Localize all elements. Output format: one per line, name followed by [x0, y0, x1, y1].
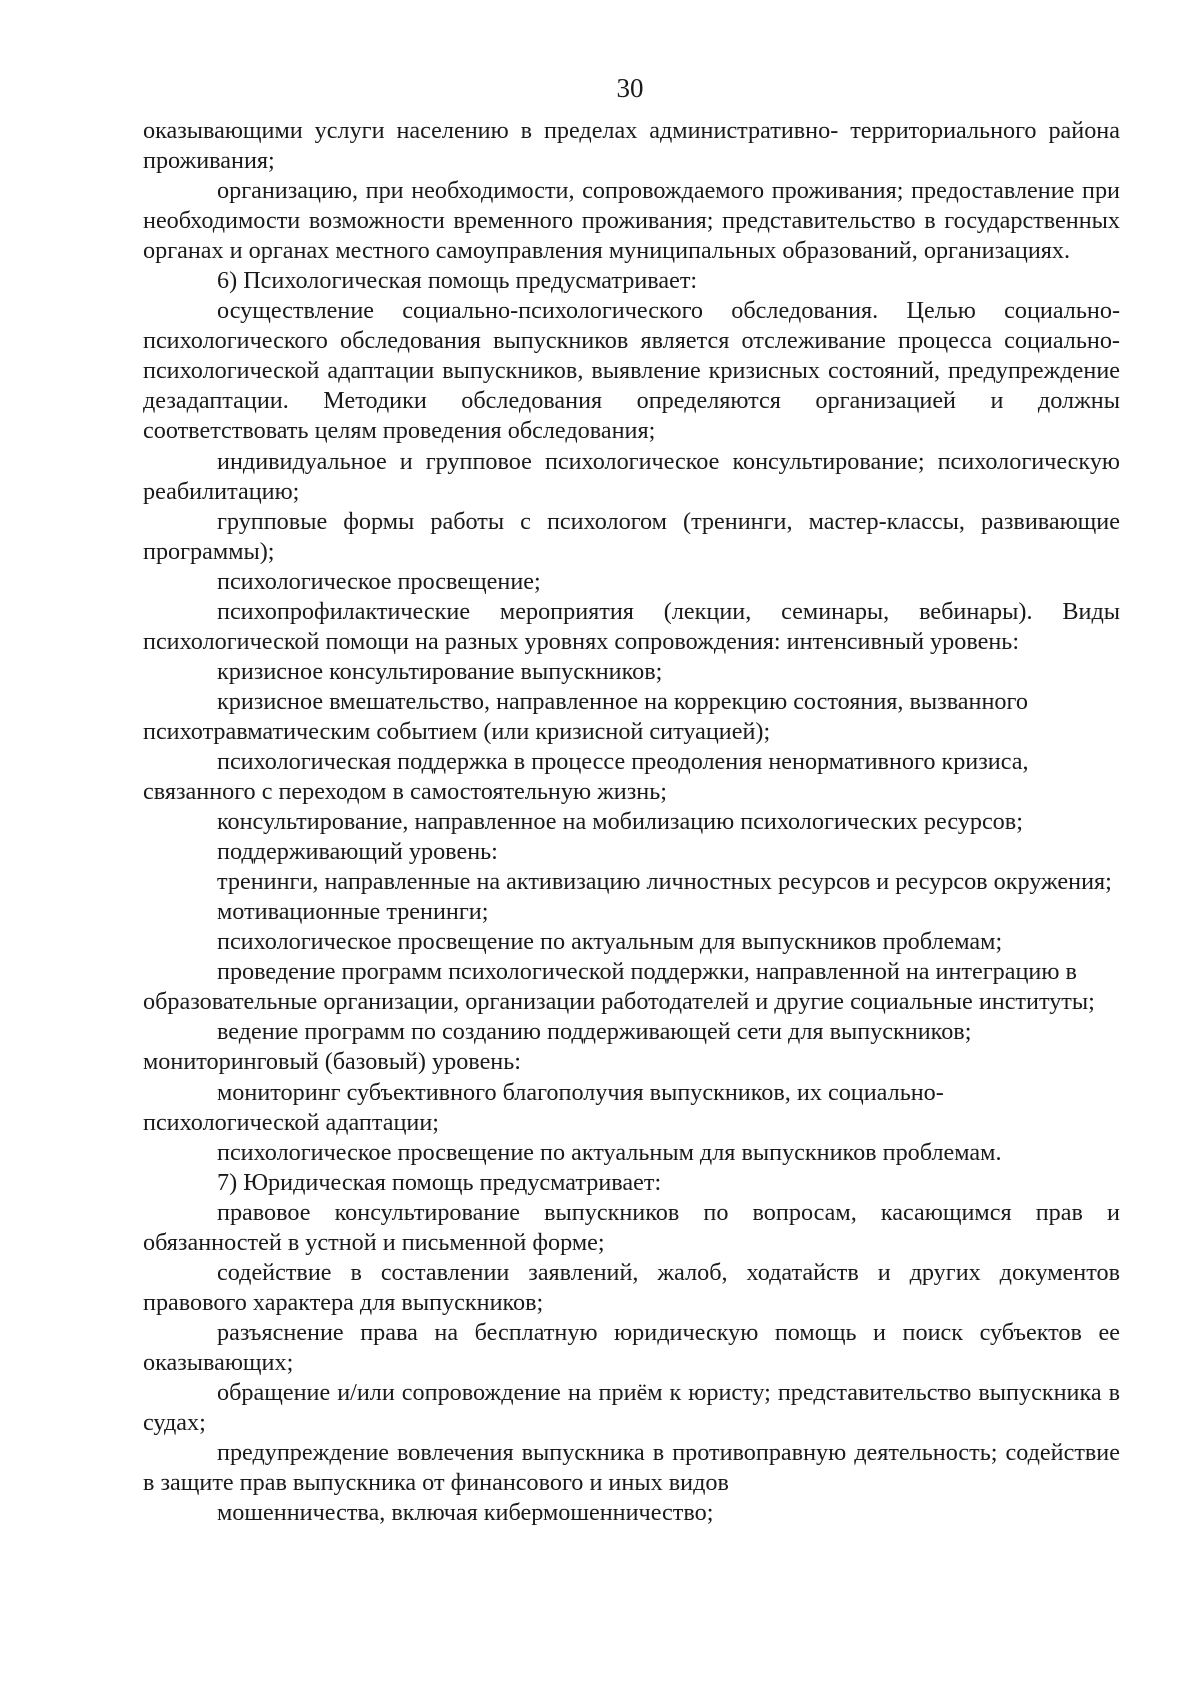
paragraph: индивидуальное и групповое психологическое консультирование; психологическую реабилитацию;	[143, 447, 1120, 505]
paragraph: психологическая поддержка в процессе преодоления ненормативного кризиса, связанного с переходом в самостоятельную жизнь;	[143, 747, 1029, 806]
paragraph: кризисное вмешательство, направленное на коррекцию состояния, вызванного психотравматическим событием (или кризисной ситуацией);	[143, 687, 1028, 745]
paragraph: поддерживающий уровень:	[217, 838, 498, 866]
paragraph: содействие в составлении заявлений, жалоб, ходатайств и других документов правового характера для выпускников;	[143, 1258, 1120, 1316]
paragraph: 6) Психологическая помощь предусматривает:	[217, 267, 698, 295]
paragraph: осуществление социально-психологического обследования. Целью социально-психологического обследования выпускников является отслеживание процесса социально-психологической адаптации выпускников, выявление кризисных состояний, предупреждение дезадаптации. Методики обследования определяются организацией и должны соответствовать целям проведения обследования;	[143, 297, 1120, 445]
paragraph: групповые формы работы с психологом (тренинги, мастер-классы, развивающие программы);	[143, 507, 1120, 565]
paragraph: обращение и/или сопровождение на приём к юристу; представительство выпускника в судах;	[143, 1378, 1120, 1437]
paragraph: консультирование, направленное на мобилизацию психологических ресурсов;	[217, 808, 1023, 836]
paragraph: психологическое просвещение по актуальным для выпускников проблемам.	[217, 1138, 1002, 1166]
paragraph: оказывающими услуги населению в пределах административно- территориального района проживания;	[143, 117, 1120, 175]
paragraph: мониторинговый (базовый) уровень:	[143, 1048, 521, 1076]
paragraph: 7) Юридическая помощь предусматривает:	[217, 1168, 662, 1196]
paragraph: психологическое просвещение по актуальным для выпускников проблемам;	[217, 928, 1003, 956]
paragraph: кризисное консультирование выпускников;	[217, 657, 663, 685]
paragraph: разъяснение права на бесплатную юридическую помощь и поиск субъектов ее оказывающих;	[143, 1318, 1120, 1376]
paragraph: психологическое просвещение;	[217, 567, 541, 595]
document-body	[143, 116, 1120, 1528]
page-number: 30	[616, 73, 644, 103]
paragraph: мотивационные тренинги;	[217, 898, 489, 926]
paragraph: проведение программ психологической поддержки, направленной на интеграцию в образовательные организации, организации работодателей и другие социальные институты;	[143, 958, 1095, 1016]
paragraph: психопрофилактические мероприятия (лекции, семинары, вебинары). Виды психологической помощи на разных уровнях сопровождения: интенсивный уровень:	[143, 597, 1120, 655]
paragraph: мошенничества, включая кибермошенничество;	[217, 1499, 714, 1527]
paragraph: организацию, при необходимости, сопровождаемого проживания; предоставление при необходимости возможности временного проживания; представительство в государственных органах и органах местного самоуправления муниципальных образований, организациях.	[143, 177, 1120, 265]
paragraph: ведение программ по созданию поддерживающей сети для выпускников;	[217, 1018, 972, 1046]
paragraph: предупреждение вовлечения выпускника в противоправную деятельность; содействие в защите прав выпускника от финансового и иных видов	[143, 1439, 1120, 1497]
paragraph: правовое консультирование выпускников по вопросам, касающимся прав и обязанностей в устной и письменной форме;	[143, 1198, 1120, 1256]
paragraph: тренинги, направленные на активизацию личностных ресурсов и ресурсов окружения;	[217, 868, 1112, 896]
paragraph: мониторинг субъективного благополучия выпускников, их социально-психологической адаптации;	[143, 1078, 944, 1136]
